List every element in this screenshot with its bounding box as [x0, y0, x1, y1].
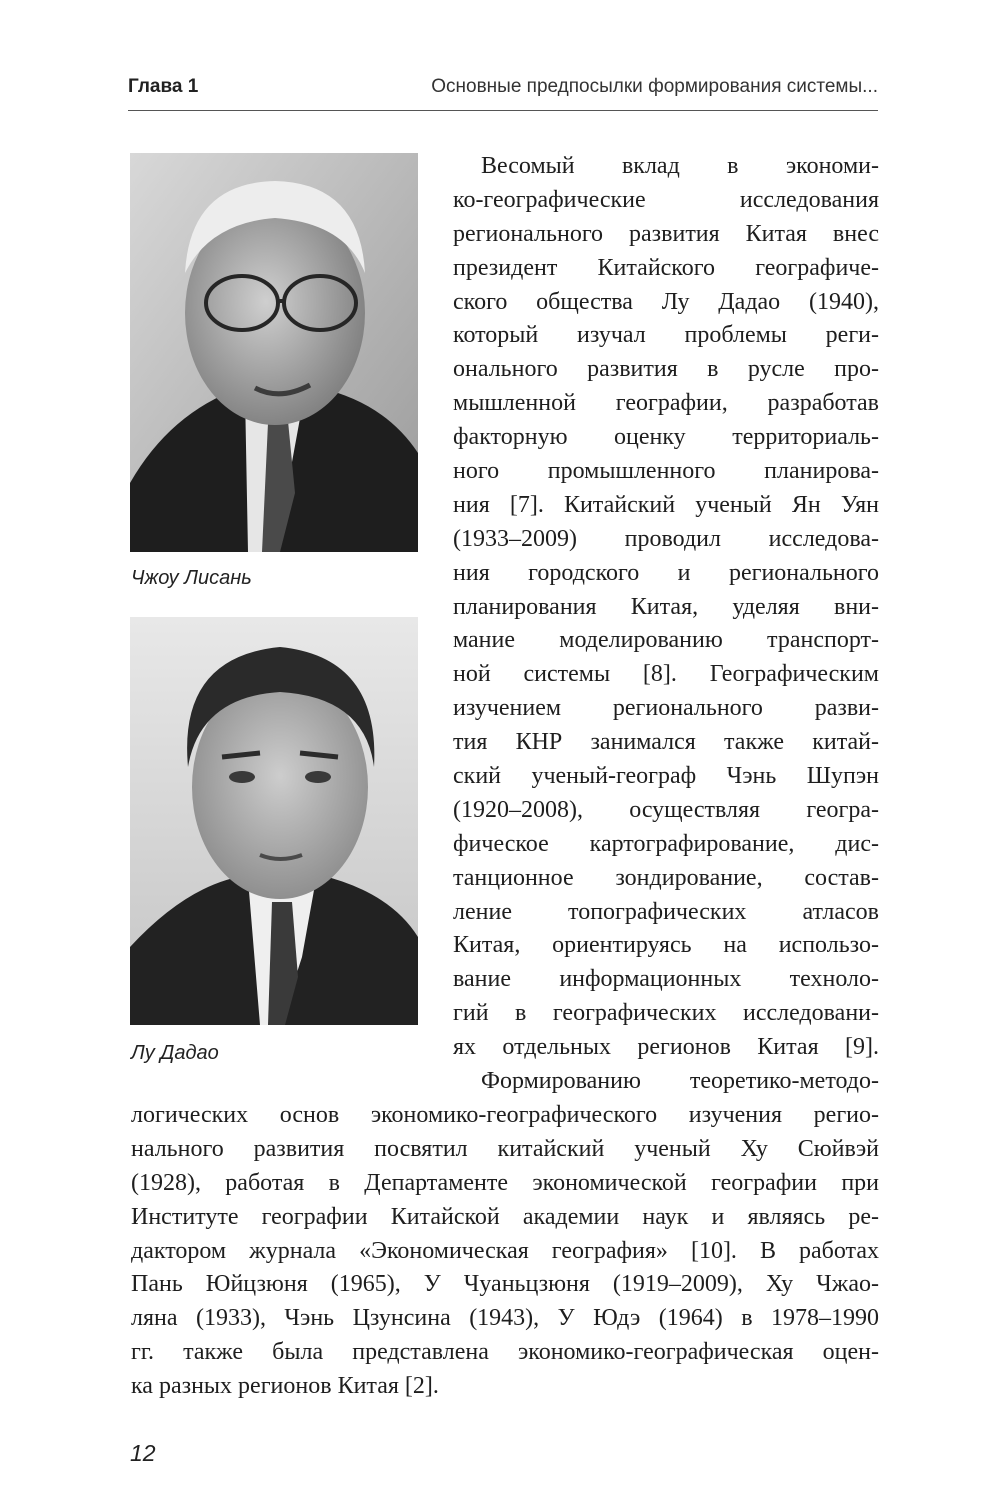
text-line: гг. также была представлена экономико-географическая оцен- [131, 1339, 879, 1366]
text-line: регионального развития Китая внес [453, 220, 879, 247]
text-line: ного промышленного планирова- [453, 458, 879, 485]
text-line: ях отдельных регионов Китая [9]. [453, 1034, 879, 1061]
text-line: тия КНР занимался также китай- [453, 729, 879, 756]
text-line: танционное зондирование, состав- [453, 864, 879, 891]
header-rule [128, 110, 878, 111]
body-text-full-width [131, 1099, 879, 1404]
text-line: гий в географических исследовани- [453, 1000, 879, 1027]
portrait-man-in-suit [130, 617, 418, 1025]
text-line: изучением регионального разви- [453, 695, 879, 722]
text-line: президент Китайского географиче- [453, 254, 879, 281]
text-line: ление топографических атласов [453, 898, 879, 925]
text-line: Пань Юйцзюня (1965), У Чуаньцзюня (1919–2009), Ху Чжао- [131, 1271, 879, 1298]
chapter-label: Глава 1 [128, 76, 199, 97]
text-line: (1933–2009) проводил исследова- [453, 525, 879, 552]
running-title: Основные предпосылки формирования системы... [431, 76, 878, 97]
portrait-photo-1 [130, 153, 418, 552]
text-line: Весомый вклад в экономи- [481, 153, 879, 179]
portrait-elderly-man-with-glasses [130, 153, 418, 552]
text-line: ляна (1933), Чэнь Цзунсина (1943), У Юдэ (1964) в 1978–1990 [131, 1305, 879, 1332]
portrait-photo-2 [130, 617, 418, 1025]
text-line: фическое картографирование, дис- [453, 830, 879, 857]
text-line: ной системы [8]. Географическим [453, 661, 879, 688]
text-line: мышленной географии, разработав [453, 390, 879, 417]
text-line: нального развития посвятил китайский ученый Ху Сюйвэй [131, 1135, 879, 1162]
text-line: планирования Китая, уделяя вни- [453, 593, 879, 620]
body-text-narrow-column [453, 150, 879, 1099]
text-line: (1920–2008), осуществляя геогра- [453, 796, 879, 823]
text-line: Китая, ориентируясь на использо- [453, 932, 879, 959]
text-line: логических основ экономико-географического изучения регио- [131, 1102, 879, 1128]
text-line: Институте географии Китайской академии наук и являясь ре- [131, 1203, 879, 1230]
text-line: дактором журнала «Экономическая география» [10]. В работах [131, 1237, 879, 1264]
text-line: ния городского и регионального [453, 559, 879, 586]
text-line: ко-географические исследования [453, 186, 879, 213]
text-line: ка разных регионов Китая [2]. [131, 1373, 439, 1400]
text-line: ский ученый-географ Чэнь Шупэн [453, 763, 879, 790]
text-line: онального развития в русле про- [453, 356, 879, 383]
text-line: который изучал проблемы реги- [453, 322, 879, 349]
text-line: ния [7]. Китайский ученый Ян Уян [453, 491, 879, 518]
text-line: факторную оценку территориаль- [453, 424, 879, 451]
text-line: вание информационных техноло- [453, 966, 879, 993]
page-number: 12 [130, 1440, 156, 1466]
running-header [128, 76, 878, 106]
text-line: мание моделированию транспорт- [453, 627, 879, 654]
portrait-caption-2: Лу Дадао [131, 1042, 219, 1064]
text-line: (1928), работая в Департаменте экономической географии при [131, 1169, 879, 1196]
text-line: Формированию теоретико-методо- [481, 1068, 879, 1095]
portrait-caption-1: Чжоу Лисань [131, 567, 252, 589]
text-line: ского общества Лу Дадао (1940), [453, 288, 879, 315]
